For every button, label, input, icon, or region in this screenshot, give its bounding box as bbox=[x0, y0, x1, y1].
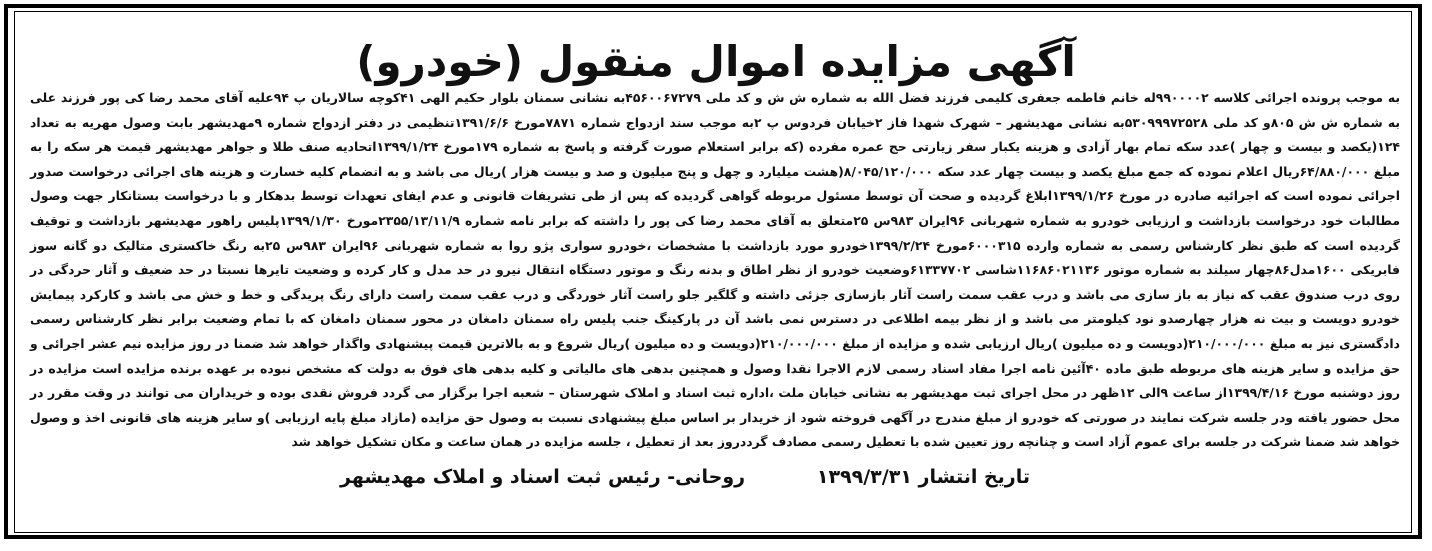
notice-body: به موجب پرونده اجرائی کلاسه ۹۹۰۰۰۰۲له خانم فاطمه جعفری کلیمی فرزند فضل الله به شماره ش ش و کد ملی ۴۵۶۰۰۶۷۲۷۹به نشانی سمنان بلوار حکیم الهی ۴۱کوچه سالاریان پ ۹۴علیه آقای محمد رضا کی پور فرزند علی به شماره ش ش ۸۰۵و کد ملی ۵۳۰۹۹۹۷۲۵۲۸به نشانی مهدیشهر – شهرک شهدا فاز ۲خیابان فردوس پ ۲به موجب سند ازدواج شماره ۷۸۷۱مورخ ۱۳۹۱/۶/۶تنظیمی در دفتر ازدواج شماره ۹مهدیشهر بابت وصول مهریه به تعداد ۱۲۴(یکصد و بیست و چهار )عدد سکه تمام بهار آزادی و هزینه یکبار سفر زیارتی حج عمره مفرده (که برابر استعلام صورت گرفته و پاسخ به شماره ۱۷۹مورخ ۱۳۹۹/۱/۲۴اتحادیه صنف طلا و جواهر مهدیشهر قیمت هر سکه را به مبلغ ۶۴/۸۸۰/۰۰۰ریال اعلام نموده که جمع مبلغ یکصد و بیست چهار عدد سکه ۸/۰۴۵/۱۲۰/۰۰۰(هشت میلیارد و چهل و پنج میلیون و صد و بیست هزار )ریال می باشد و به انضمام کلیه خسارت و هزینه های اجرائی درخواست صدور اجرائی نموده است که اجرائیه صادره در مورخ ۱۳۹۹/۱/۲۶ابلاغ گردیده و صحت آن توسط مسئول مربوطه گواهی گردیده که پس از طی تشریفات قانونی و عدم ایفای تعهدات توسط بدهکار و با درخواست بستانکار جهت وصول مطالبات خود درخواست بازداشت و ارزیابی خودرو به شماره شهربانی ۹۶ایران ۹۸۳س ۲۵متعلق به آقای محمد رضا کی پور را داشته که برابر نامه شماره ۲۳۵۵/۱۳/۱۱/۹مورخ ۱۳۹۹/۱/۳۰پلیس راهور مهدیشهر بازداشت و توقیف گردیده است که طبق نظر کارشناس رسمی به شماره وارده ۶۰۰۰۳۱۵مورخ ۱۳۹۹/۲/۲۴خودرو مورد بازداشت با مشخصات ،خودرو سواری پژو روا به شماره شهربانی ۹۶ایران ۹۸۳س ۲۵به رنگ خاکستری متالیک دو گانه سوز فابریکی ۱۶۰۰مدل۸۶چهار سیلند به شماره موتور ۱۱۶۸۶۰۲۱۱۳۶شاسی ۶۱۳۳۷۷۰۲وضعیت خودرو از نظر اطاق و بدنه رنگ و موتور دستگاه انتقال نیرو در حد مدل و کار کرده و وضعیت تایرها نسبتا در حد ضعیف و آثار حردگی در روی درب صندوق عقب که نیاز به باز سازی می باشد و درب عقب سمت راست آثار بازسازی جزئی داشته و گلگیر جلو راست آثار خوردگی و درب عقب سمت راست دارای رنگ پریدگی و خط و خش می باشد و کارکرد پیمایش خودرو دویست و بیت نه هزار چهارصدو نود کیلومتر می باشد و از نظر بیمه اطلاعی در دسترس نمی باشد آن در پارکینگ جنب پلیس راه سمنان دامغان در محور سمنان دامغان که با تمام وضعیت برابر نظر کارشناس رسمی دادگستری نیز به مبلغ ۲۱۰/۰۰۰/۰۰۰(دویست و ده میلیون )ریال ارزیابی شده و مزایده از مبلغ ۲۱۰/۰۰۰/۰۰۰(دویست و ده میلیون )ریال شروع و به بالاترین قیمت پیشنهادی واگذار خواهد شد ضمنا در روز مزایده نیم عشر اجرائی و حق مزایده و سایر هزینه های مربوطه طبق ماده ۴۰آئین نامه اجرا مفاد اسناد رسمی لازم الاجرا نقدا وصول و همچنین بدهی های مالیاتی و کلیه بدهی های فوق به دولت که مشخص نبوده بر عهده برنده مزایده است مزایده در روز دوشنبه مورخ ۱۳۹۹/۴/۱۶از ساعت ۹الی ۱۲ظهر در محل اجرای ثبت مهدیشهر به نشانی خیابان ملت ،اداره ثبت اسناد و املاک شهرستان – شعبه اجرا برگزار می گردد فروش نقدی بوده و خریداران می توانند در وقت مقرر در محل حضور یافته ودر جلسه شرکت نمایند در صورتی که خودرو از مبلغ مندرج در آگهی فروخته شود از خریدار بر اساس مبلغ پیشنهادی نسبت به وصول حق مزایده (مازاد مبلغ پایه ارزیابی )و سایر هزینه های قانونی اخذ و وصول خواهد شد ضمنا شرکت در جلسه برای عموم آزاد است و چنانچه روز تعیین شده با تعطیل رسمی مصادف گرددروز بعد از تعطیل ، جلسه مزایده در همان ساعت و مکان تشکیل خواهد شد bbox=[30, 90, 1401, 450]
publication-date: تاریخ انتشار ۱۳۹۹/۳/۳۱ bbox=[816, 466, 1030, 488]
notice-title: آگهی مزایده اموال منقول (خودرو) bbox=[356, 37, 1076, 86]
notice-footer bbox=[340, 466, 1030, 488]
signature-line: روحانی- رئیس ثبت اسناد و املاک مهدیشهر bbox=[340, 466, 746, 488]
